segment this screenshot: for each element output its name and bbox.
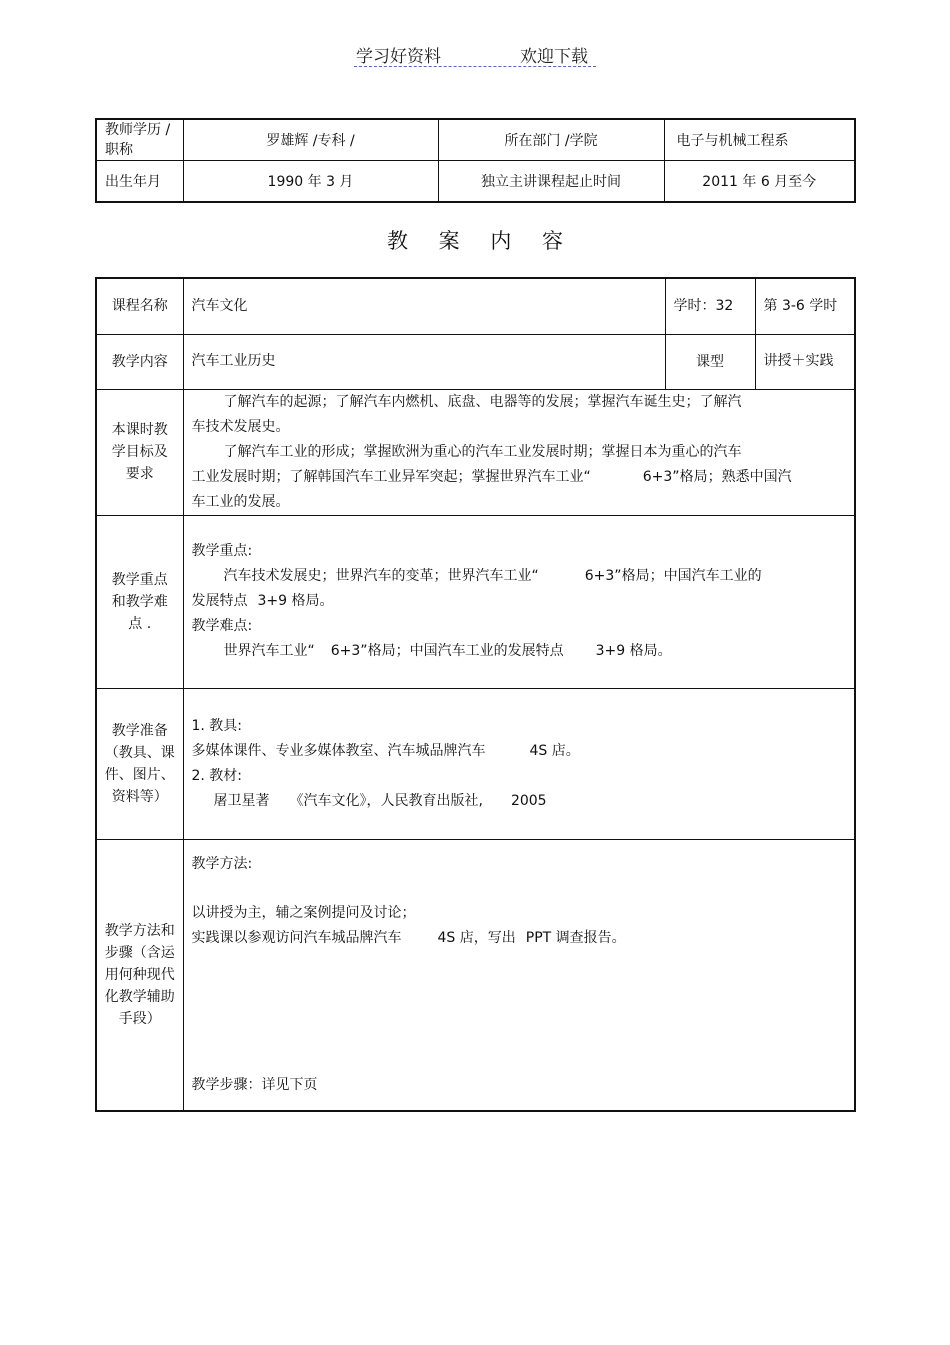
goals-content [183,389,855,515]
tools-text: 多媒体课件、专业多媒体教室、汽车城品牌汽车 [191,742,486,759]
tools-title: 1. 教具: [191,717,243,734]
table-row [96,688,855,839]
type-value: 讲授＋实践 [755,334,855,389]
method-text: 实践课以参观访问汽车城品牌汽车 [191,929,402,946]
focus-title: 教学重点: [191,543,253,559]
goals-line: 了解汽车的起源；了解汽车内燃机、底盘、电器等的发展；掌握汽车诞生史；了解汽 [223,393,742,410]
table-row [96,119,855,161]
difficulty-title: 教学难点: [191,618,253,634]
method-content [183,839,855,1111]
table-row [96,278,855,334]
header-left-text: 学习好资料 [356,47,441,67]
focus-text: 汽车技术发展史；世界汽车的变革；世界汽车工业“ [223,568,539,584]
materials-text: 2005 [510,792,547,809]
course-time-label: 独立主讲课程起止时间 [438,161,664,203]
edu-label: 教师学历 /职称 [96,119,183,161]
tools-line [192,739,847,764]
table-row [96,161,855,203]
goals-label: 本课时教学目标及要求 [96,389,183,515]
materials-title: 2. 教材: [191,767,243,784]
goals-line: 了解汽车工业的形成；掌握欧洲为重心的汽车工业发展时期；掌握日本为重心的汽车 [223,443,742,460]
goals-line-part: 6+3”格局；熟悉中国汽 [642,468,792,485]
method-steps: 教学步骤：详见下页 [191,1077,318,1093]
dept-value: 电子与机械工程系 [664,119,855,161]
focus-line [192,564,847,589]
course-label: 课程名称 [96,278,183,334]
page-header [354,40,596,67]
table-row [96,515,855,688]
prep-label: 教学准备（教具、课件、图片、资料等） [96,688,183,839]
method-title: 教学方法: [191,855,253,872]
key-points-label: 教学重点和教学难点 . [96,515,183,688]
difficulty-text: 6+3”格局；中国汽车工业的发展特点 [330,643,564,659]
method-text: 4S 店，写出 [437,929,516,946]
key-points-content [183,515,855,688]
goals-line [192,465,847,490]
focus-line [192,589,847,614]
type-label: 课型 [665,334,755,389]
content-value: 汽车工业历史 [183,334,665,389]
birth-label: 出生年月 [96,161,183,203]
method-label: 教学方法和步骤（含运用何种现代化教学辅助手段） [96,839,183,1111]
section-title: 教 案 内 容 [386,229,576,253]
materials-line [192,789,847,814]
materials-text: 屠卫星著 [213,792,270,809]
header-right-text: 欢迎下载 [520,47,588,67]
goals-line: 车技术发展史。 [191,418,290,435]
table-row [96,389,855,515]
hours-value: 第 3-6 学时 [755,278,855,334]
birth-value: 1990 年 3 月 [183,161,438,203]
method-line [192,926,847,951]
table-row [96,839,855,1111]
teacher-info-table [95,118,856,203]
lesson-plan-table [95,277,856,1112]
focus-text: 6+3”格局；中国汽车工业的 [584,568,762,584]
method-line: 以讲授为主，辅之案例提问及讨论； [191,904,416,921]
course-time-value: 2011 年 6 月至今 [664,161,855,203]
course-value: 汽车文化 [183,278,665,334]
prep-content [183,688,855,839]
focus-text: 发展特点 [191,593,248,609]
difficulty-text: 3+9 格局。 [595,643,672,659]
difficulty-line [192,639,847,664]
materials-text: 《汽车文化》，人民教育出版社, [289,792,483,809]
content-label: 教学内容 [96,334,183,389]
goals-line-part: 工业发展时期；了解韩国汽车工业异军突起；掌握世界汽车工业“ [191,468,591,485]
tools-text: 4S 店。 [529,742,580,759]
goals-line: 车工业的发展。 [191,493,290,510]
method-text: PPT 调查报告。 [525,929,626,946]
difficulty-text: 世界汽车工业“ [223,643,315,659]
dept-label: 所在部门 /学院 [438,119,664,161]
focus-text: 3+9 格局。 [257,593,334,609]
hours-label: 学时：32 [665,278,755,334]
edu-value: 罗雄辉 /专科 / [183,119,438,161]
table-row [96,334,855,389]
